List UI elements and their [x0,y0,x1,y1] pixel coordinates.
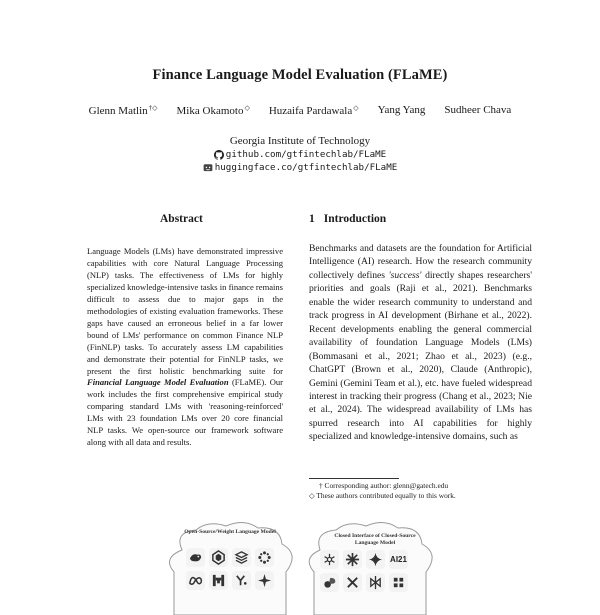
xai-icon [343,573,362,592]
perplexity-icon [366,573,385,592]
closed-source-panel-title: Closed Interface of Closed-Source Language Model [334,533,416,546]
abstract-body: Language Models (LMs) have demonstrated impressive capabilities with core Natural Language Processing (NLP) tasks. The effectiveness of LMs for highly specialized knowledge-intensive tasks in finance remains difficult to assess due to major gaps in the methodologies of existing evaluation frameworks. These gaps have caused an erroneous belief in a far lower bound of LMs' performance on common Finance NLP (FinNLP) tasks. To accurately assess LM capabilities and demonstrate their potential for FinNLP tasks, we present the first holistic benchmarking suite for Financial Language Model Evaluation (FLaME). Our work includes the first comprehensive empirical study comparing standard LMs with 'reasoning-reinforced' LMs with 23 foundation LMs over 20 core financial NLP tasks. We open-source our framework software along with all data and results. [87,246,283,448]
closed-source-cloud [300,520,440,600]
abstract-heading: Abstract [160,213,203,225]
author: Mika Okamoto◇ [176,104,250,117]
databricks-icon [232,548,251,567]
footnote-rule [309,478,399,479]
author-list [0,104,600,117]
github-icon [214,150,224,160]
github-link[interactable]: github.com/gtfintechlab/FLaME [225,149,387,160]
affiliation: Georgia Institute of Technology [229,135,371,147]
github-link-row[interactable] [0,149,600,160]
mistral-icon [209,571,228,590]
footnote-corresponding: † Corresponding author: glenn@gatech.edu [319,481,449,490]
deepseek-icon [186,548,205,567]
author: Glenn Matlin†◇ [88,104,158,117]
qwen-icon [209,548,228,567]
open-source-panel-title: Open-Source/Weight Language Model [184,529,276,535]
cohere-icon [320,573,339,592]
huggingface-icon [203,163,213,173]
meta-icon [186,571,205,590]
author: Sudheer Chava [444,104,512,116]
ai21-icon: AI21 [389,550,408,569]
open-source-cloud [160,520,300,600]
mosaic-icon [255,548,274,567]
author: Yang Yang [377,104,426,116]
huggingface-link-row[interactable] [0,162,600,173]
gemini-icon [366,550,385,569]
footnote-equal: ◇ These authors contributed equally to this work. [309,491,456,500]
yi-icon [232,571,251,590]
paper-title: Finance Language Model Evaluation (FLaME) [152,67,448,83]
introduction-heading: 1 Introduction [309,213,387,225]
anthropic-icon [343,550,362,569]
huggingface-link[interactable]: huggingface.co/gtfintechlab/FLaME [214,162,398,173]
openai-icon [320,550,339,569]
together-icon [389,573,408,592]
author: Huzaifa Pardawala◇ [268,104,359,117]
introduction-body: Benchmarks and datasets are the foundation for Artificial Intelligence (AI) research. How the research community collectively defines 'success' directly shapes researchers' priorities and goals (Raji et al., 2021). Benchmarks enable the wider research community to understand and track progress in AI development (Birhane et al., 2022). Recent developments enabling the general commercial availability of foundation Language Models (LMs) (Bommasani et al., 2021; Zhao et al., 2023) (e.g., ChatGPT (Brown et al., 2020), Claude (Anthropic), Gemini (Gemini Team et al.), etc. have fueled widespread interest in tracking their progress (Chang et al., 2023; Nie et al., 2024). The widespread availability of LMs has spurred research into AI capabilities for highly specialized and knowledge-intensive domains, such as [309,243,532,443]
palm-icon [255,571,274,590]
